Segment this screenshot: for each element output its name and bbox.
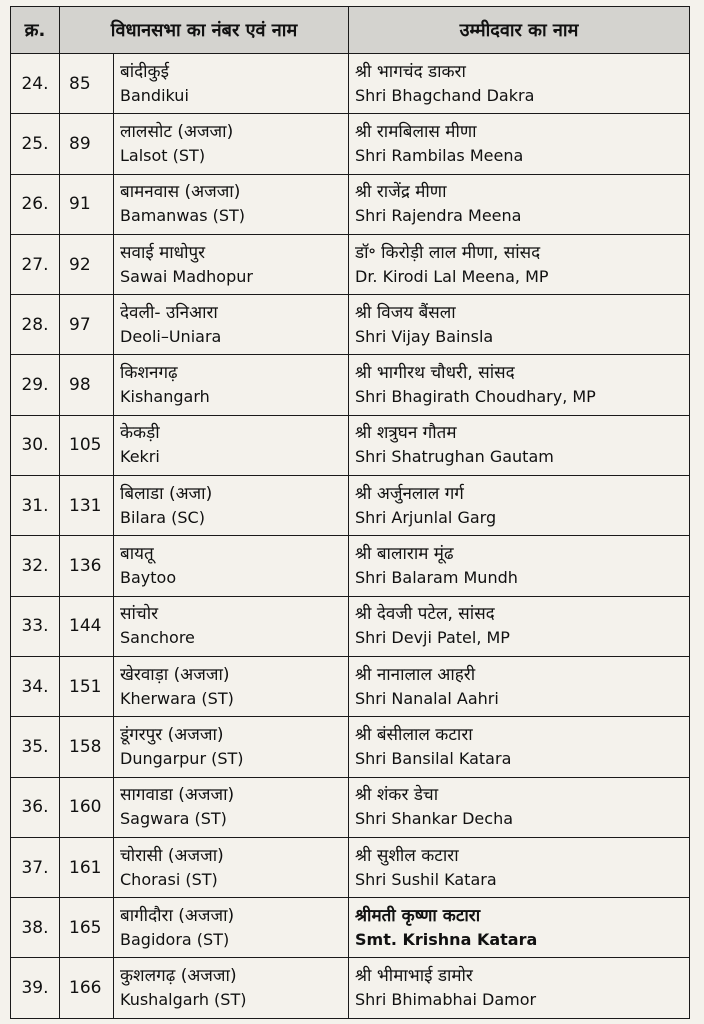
constituency-name-hindi: बायतू (120, 544, 154, 565)
table-row (11, 717, 690, 777)
candidate-cell (349, 717, 690, 777)
serial-cell: 33. (11, 596, 60, 656)
constituency-number: 92 (60, 234, 114, 294)
serial-cell: 25. (11, 114, 60, 174)
constituency-number: 160 (60, 777, 114, 837)
header-serial: क्र. (11, 7, 60, 54)
constituency-name-english: Kushalgarh (ST) (120, 990, 247, 1010)
constituency-name-english: Sanchore (120, 628, 195, 648)
constituency-cell (114, 958, 349, 1018)
candidate-name-english: Shri Devji Patel, MP (355, 628, 510, 648)
serial-cell: 36. (11, 777, 60, 837)
candidate-name-hindi: डॉ॰ किरोड़ी लाल मीणा, सांसद (355, 242, 541, 263)
table-row (11, 174, 690, 234)
constituency-cell (114, 898, 349, 958)
constituency-cell (114, 54, 349, 114)
table-row (11, 295, 690, 355)
constituency-name-hindi: देवली- उनिआरा (120, 302, 218, 323)
table-row (11, 536, 690, 596)
constituency-number: 158 (60, 717, 114, 777)
constituency-name-hindi: लालसोट (अजजा) (120, 121, 234, 142)
constituency-cell (114, 777, 349, 837)
constituency-number: 85 (60, 54, 114, 114)
candidate-name-hindi: श्री शत्रुघन गौतम (355, 423, 457, 444)
constituency-cell (114, 596, 349, 656)
candidate-name-english: Shri Rajendra Meena (355, 206, 522, 226)
constituency-name-english: Bandikui (120, 85, 189, 105)
constituency-name-hindi: खेरवाड़ा (अजजा) (120, 664, 230, 685)
constituency-cell (114, 476, 349, 536)
candidate-name-english: Shri Bhagchand Dakra (355, 85, 535, 105)
constituency-name-english: Bagidora (ST) (120, 929, 230, 949)
candidate-cell (349, 415, 690, 475)
candidate-cell (349, 174, 690, 234)
constituency-cell (114, 295, 349, 355)
constituency-name-english: Kishangarh (120, 387, 210, 407)
constituency-name-hindi: सांचोर (120, 604, 159, 625)
candidate-name-english: Shri Sushil Katara (355, 869, 497, 889)
constituency-name-english: Dungarpur (ST) (120, 748, 244, 768)
candidate-name-hindi: श्री सुशील कटारा (355, 845, 459, 866)
constituency-number: 144 (60, 596, 114, 656)
candidate-cell (349, 898, 690, 958)
serial-cell: 30. (11, 415, 60, 475)
table-row (11, 234, 690, 294)
constituency-name-hindi: सागवाडा (अजजा) (120, 785, 235, 806)
constituency-name-hindi: केकड़ी (120, 423, 160, 444)
constituency-number: 136 (60, 536, 114, 596)
candidate-name-english: Shri Bhagirath Choudhary, MP (355, 387, 596, 407)
serial-cell: 38. (11, 898, 60, 958)
candidate-name-english: Shri Balaram Mundh (355, 568, 518, 588)
constituency-name-english: Kekri (120, 447, 160, 467)
candidate-name-english: Shri Shatrughan Gautam (355, 447, 554, 467)
constituency-name-hindi: डूंगरपुर (अजजा) (120, 724, 224, 745)
constituency-name-english: Bamanwas (ST) (120, 206, 246, 226)
candidate-name-hindi: श्री शंकर डेचा (355, 785, 439, 806)
constituency-name-hindi: बांदीकुई (120, 61, 169, 82)
candidate-cell (349, 295, 690, 355)
constituency-cell (114, 114, 349, 174)
candidate-name-hindi: श्री रामबिलास मीणा (355, 121, 477, 142)
candidate-name-hindi: श्री देवजी पटेल, सांसद (355, 604, 495, 625)
constituency-number: 151 (60, 656, 114, 716)
table-row (11, 476, 690, 536)
candidate-name-english: Shri Arjunlal Garg (355, 507, 497, 527)
candidate-name-hindi: श्री बंसीलाल कटारा (355, 724, 473, 745)
constituency-name-english: Lalsot (ST) (120, 145, 206, 165)
candidate-name-hindi: श्री अर्जुनलाल गर्ग (355, 483, 464, 504)
candidate-name-english: Shri Nanalal Aahri (355, 688, 499, 708)
candidate-cell (349, 54, 690, 114)
candidate-name-hindi: श्री भीमाभाई डामोर (355, 966, 473, 987)
candidate-name-hindi: श्री विजय बैंसला (355, 302, 456, 323)
table-row (11, 837, 690, 897)
constituency-name-hindi: बामनवास (अजजा) (120, 182, 241, 203)
candidate-cell (349, 234, 690, 294)
candidate-cell (349, 596, 690, 656)
candidate-cell (349, 355, 690, 415)
constituency-number: 165 (60, 898, 114, 958)
table-row (11, 114, 690, 174)
candidate-cell (349, 656, 690, 716)
constituency-number: 161 (60, 837, 114, 897)
constituency-name-english: Kherwara (ST) (120, 688, 234, 708)
serial-cell: 39. (11, 958, 60, 1018)
table-row (11, 898, 690, 958)
serial-cell: 31. (11, 476, 60, 536)
candidate-cell (349, 536, 690, 596)
constituency-number: 105 (60, 415, 114, 475)
table-row (11, 958, 690, 1018)
candidate-name-hindi: श्री भागचंद डाकरा (355, 61, 466, 82)
candidate-name-hindi: श्री बालाराम मूंढ (355, 544, 454, 565)
constituency-cell (114, 717, 349, 777)
table-header (11, 7, 690, 54)
constituency-cell (114, 656, 349, 716)
constituency-number: 97 (60, 295, 114, 355)
candidate-name-hindi: श्री राजेंद्र मीणा (355, 182, 447, 203)
constituency-name-english: Sawai Madhopur (120, 266, 253, 286)
candidate-name-hindi: श्रीमती कृष्णा कटारा (355, 905, 481, 926)
constituency-name-hindi: चोरासी (अजजा) (120, 845, 224, 866)
candidate-cell (349, 114, 690, 174)
constituency-name-english: Sagwara (ST) (120, 809, 227, 829)
candidate-name-hindi: श्री नानालाल आहरी (355, 664, 476, 685)
constituency-name-hindi: सवाई माधोपुर (120, 242, 206, 263)
candidate-name-hindi: श्री भागीरथ चौधरी, सांसद (355, 363, 515, 384)
serial-cell: 37. (11, 837, 60, 897)
constituency-cell (114, 415, 349, 475)
serial-cell: 35. (11, 717, 60, 777)
candidate-name-english: Dr. Kirodi Lal Meena, MP (355, 266, 549, 286)
candidate-name-english: Shri Rambilas Meena (355, 145, 524, 165)
candidate-cell (349, 958, 690, 1018)
constituency-name-hindi: किशनगढ़ (120, 363, 178, 384)
header-constituency: विधानसभा का नंबर एवं नाम (60, 7, 349, 54)
table-row (11, 355, 690, 415)
candidate-cell (349, 476, 690, 536)
constituency-name-english: Chorasi (ST) (120, 869, 218, 889)
constituency-name-english: Deoli–Uniara (120, 326, 222, 346)
table-row (11, 777, 690, 837)
table-row (11, 596, 690, 656)
constituency-cell (114, 355, 349, 415)
serial-cell: 34. (11, 656, 60, 716)
serial-cell: 28. (11, 295, 60, 355)
constituency-number: 98 (60, 355, 114, 415)
constituency-number: 166 (60, 958, 114, 1018)
candidate-name-english: Shri Shankar Decha (355, 809, 514, 829)
table-row (11, 656, 690, 716)
candidate-name-english: Smt. Krishna Katara (355, 929, 538, 949)
serial-cell: 27. (11, 234, 60, 294)
serial-cell: 29. (11, 355, 60, 415)
constituency-number: 131 (60, 476, 114, 536)
constituency-number: 91 (60, 174, 114, 234)
candidate-name-english: Shri Bhimabhai Damor (355, 990, 537, 1010)
constituency-cell (114, 174, 349, 234)
constituency-name-english: Baytoo (120, 568, 177, 588)
constituency-cell (114, 837, 349, 897)
candidate-table (10, 6, 690, 1019)
candidate-cell (349, 777, 690, 837)
candidate-list-document (10, 6, 689, 1019)
constituency-name-hindi: कुशलगढ़ (अजजा) (120, 966, 237, 987)
constituency-name-hindi: बिलाडा (अजा) (120, 483, 213, 504)
serial-cell: 32. (11, 536, 60, 596)
candidate-name-english: Shri Bansilal Katara (355, 748, 512, 768)
constituency-number: 89 (60, 114, 114, 174)
constituency-cell (114, 536, 349, 596)
serial-cell: 24. (11, 54, 60, 114)
constituency-name-hindi: बागीदौरा (अजजा) (120, 905, 235, 926)
table-body (11, 54, 690, 1019)
constituency-name-english: Bilara (SC) (120, 507, 205, 527)
header-candidate: उम्मीदवार का नाम (349, 7, 690, 54)
table-row (11, 415, 690, 475)
serial-cell: 26. (11, 174, 60, 234)
table-row (11, 54, 690, 114)
candidate-cell (349, 837, 690, 897)
candidate-name-english: Shri Vijay Bainsla (355, 326, 494, 346)
constituency-cell (114, 234, 349, 294)
